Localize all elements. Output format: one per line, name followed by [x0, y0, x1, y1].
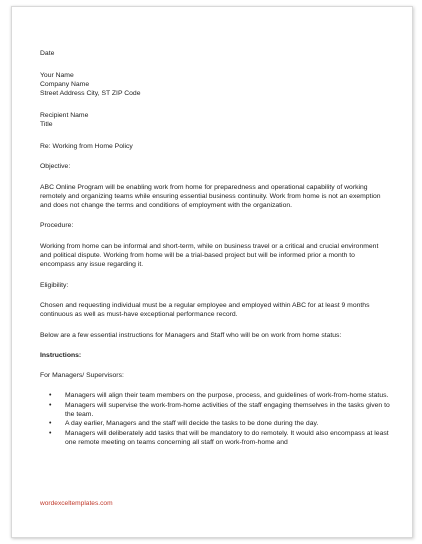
letter-body — [40, 49, 390, 447]
instructions-heading: Instructions: — [40, 351, 82, 359]
recipient-name: Recipient Name — [40, 111, 89, 119]
subject-line: Re: Working from Home Policy — [40, 142, 133, 150]
procedure-paragraph: Working from home can be informal and short-term, while on business travel or a critical and crucial environment and political dispute. Working from home will be a trial-based project but will be informed prior a month to encompass any issue regarding it. — [40, 242, 379, 269]
sender-name: Your Name — [40, 71, 74, 79]
recipient-title: Title — [40, 121, 53, 129]
date-line: Date — [40, 50, 55, 57]
bullet-icon: • — [49, 401, 52, 409]
instructions-intro: Below are a few essential instructions for Managers and Staff who will be on work from home status: — [40, 331, 342, 339]
list-item-text: Managers will deliberately add tasks that will be mandatory to do remotely. It would also encompass at least one remote meeting on teams concerning all staff on work-from-home and — [65, 429, 389, 446]
list-item — [40, 419, 390, 428]
list-item — [40, 429, 390, 448]
list-item-text: Managers will supervise the work-from-home activities of the staff engaging themselves in the tasks given to the team. — [65, 401, 390, 418]
list-item — [40, 391, 390, 400]
managers-heading: For Managers/ Supervisors: — [40, 372, 124, 380]
objective-paragraph: ABC Online Program will be enabling work from home for preparedness and operational capability of working remotely and organizing teams while ensuring essential business continuity. Work from home is not an exemption and does not change the terms and conditions of employment with the organization. — [40, 183, 381, 210]
manager-points-list — [40, 391, 390, 447]
procedure-heading: Procedure: — [40, 222, 74, 230]
sender-address: Street Address City, ST ZIP Code — [40, 90, 141, 98]
bullet-icon: • — [49, 392, 52, 400]
list-item — [40, 401, 390, 420]
bullet-icon: • — [49, 429, 52, 437]
eligibility-paragraph: Chosen and requesting individual must be a regular employee and employed within ABC for at least 9 months continuous as well as must-have exceptional performance record. — [40, 301, 370, 319]
document-page — [11, 6, 413, 538]
sender-company: Company Name — [40, 80, 90, 88]
bullet-icon: • — [49, 420, 52, 428]
eligibility-heading: Eligibility: — [40, 281, 69, 289]
objective-heading: Objective: — [40, 163, 71, 171]
list-item-text: Managers will align their team members on the purpose, process, and guidelines of work-from-home status. — [65, 392, 389, 400]
list-item-text: A day earlier, Managers and the staff will decide the tasks to be done during the day. — [65, 420, 319, 428]
footer-site-link[interactable]: wordexceltemplates.com — [40, 500, 113, 507]
